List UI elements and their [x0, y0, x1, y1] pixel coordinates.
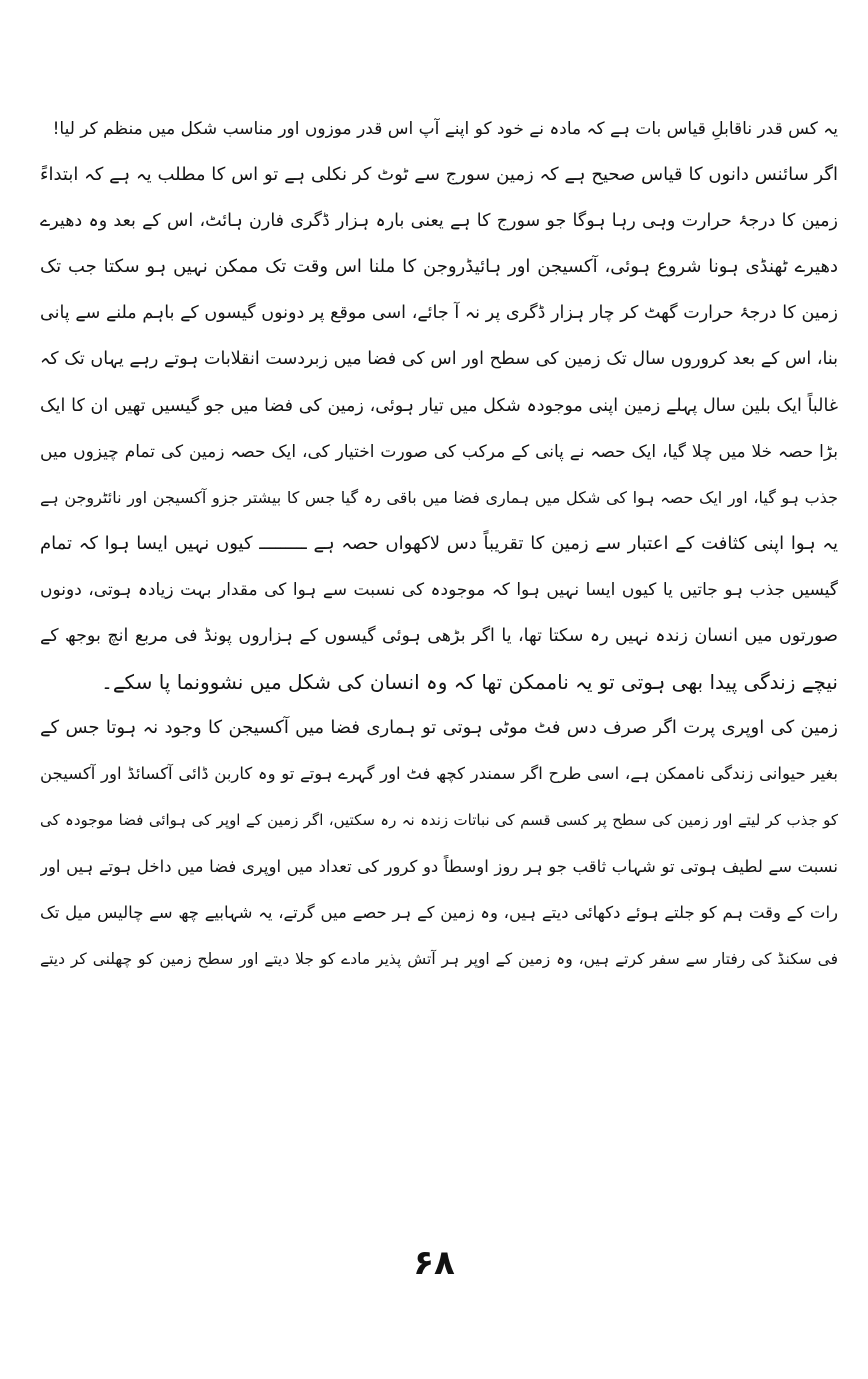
body-text [40, 106, 838, 982]
text-line: اگر سائنس دانوں کا قیاس صحیح ہے کہ زمین سورج سے ٹوٹ کر نکلی ہے تو اس کا مطلب یہ ہے کہ ابتداءً [40, 164, 838, 186]
text-line: فی سکنڈ کی رفتار سے سفر کرتے ہیں، وہ زمین کے اوپر ہر آتش پذیر مادے کو جلا دیتے اور سطح زمین کو چھلنی کر دیتے [40, 949, 838, 968]
text-line: یہ کس قدر ناقابلِ قیاس بات ہے کہ مادہ نے خود کو اپنے آپ اس قدر موزوں اور مناسب شکل میں منظم کر لیا! [52, 119, 838, 139]
text-line: بنا، اس کے بعد کروروں سال تک زمین کی سطح اور اس کی فضا میں زبردست انقلابات ہوتے رہے یہاں تک کہ [40, 349, 838, 370]
text-line: یہ ہوا اپنی کثافت کے اعتبار سے زمین کا تقریباً دس لاکھواں حصہ ہے ـــــــــ کیوں نہیں ایسا ہوا کہ تمام [40, 532, 838, 554]
text-line: زمین کا درجۂ حرارت وہی رہا ہوگا جو سورج کا ہے یعنی بارہ ہزار ڈگری فارن ہائٹ، اس کے بعد وہ دھیرے [40, 211, 838, 232]
text-line: رات کے وقت ہم کو جلتے ہوئے دکھائی دیتے ہیں، وہ زمین کے ہر حصے میں گرتے، یہ شہابیے چھ سے چالیس میل تک [40, 902, 838, 922]
text-line: کو جذب کر لیتے اور زمین کی سطح پر کسی قسم کی نباتات زندہ نہ رہ سکتیں، اگر زمین کے اوپر کی ہوائی فضا موجودہ کی [40, 811, 838, 830]
text-line: بڑا حصہ خلا میں چلا گیا، ایک حصہ نے پانی کے مرکب کی صورت اختیار کی، ایک حصہ زمین کی تمام چیزوں میں [40, 441, 838, 462]
text-line: گیسیں جذب ہو جاتیں یا کیوں ایسا نہیں ہوا کہ موجودہ کی نسبت سے ہوا کی مقدار بہت زیادہ ہوتی، دونوں [40, 579, 838, 600]
text-line: دھیرے ٹھنڈی ہونا شروع ہوئی، آکسیجن اور ہائیڈروجن کا ملنا اس وقت تک ممکن نہیں ہو سکتا جب تک [40, 256, 838, 278]
text-line: صورتوں میں انسان زندہ نہیں رہ سکتا تھا، یا اگر بڑھی ہوئی گیسوں کے ہزاروں پونڈ فی مربع انچ بوجھ کے [40, 626, 838, 647]
page-number: ۶۸ [413, 1243, 455, 1283]
text-line: بغیر حیوانی زندگی ناممکن ہے، اسی طرح اگر سمندر کچھ فٹ اور گہرے ہوتے تو وہ کاربن ڈائی آکسائڈ اور آکسیجن [40, 764, 838, 784]
text-line: نسبت سے لطیف ہوتی تو شہاب ثاقب جو ہر روز اوسطاً دو کرور کی تعداد میں اوپری فضا میں داخل ہوتے ہیں اور [40, 856, 838, 876]
text-line: زمین کی اوپری پرت اگر صرف دس فٹ موٹی ہوتی تو ہماری فضا میں آکسیجن کا وجود نہ ہوتا جس کے [40, 717, 838, 739]
text-line: نیچے زندگی پیدا بھی ہوتی تو یہ ناممکن تھا کہ وہ انسان کی شکل میں نشوونما پا سکے۔ [101, 670, 838, 695]
text-line: زمین کا درجۂ حرارت گھٹ کر چار ہزار ڈگری پر نہ آ جائے، اسی موقع پر دونوں گیسوں کے باہم ملنے سے پانی [40, 303, 838, 324]
text-line: جذب ہو گیا، اور ایک حصہ ہوا کی شکل میں ہماری فضا میں باقی رہ گیا جس کا بیشتر جزو آکسیجن اور نائٹروجن ہے [40, 487, 838, 507]
text-line: غالباً ایک بلین سال پہلے زمین اپنی موجودہ شکل میں تیار ہوئی، زمین کی فضا میں جو گیسیں تھیں ان کا ایک [40, 395, 838, 416]
